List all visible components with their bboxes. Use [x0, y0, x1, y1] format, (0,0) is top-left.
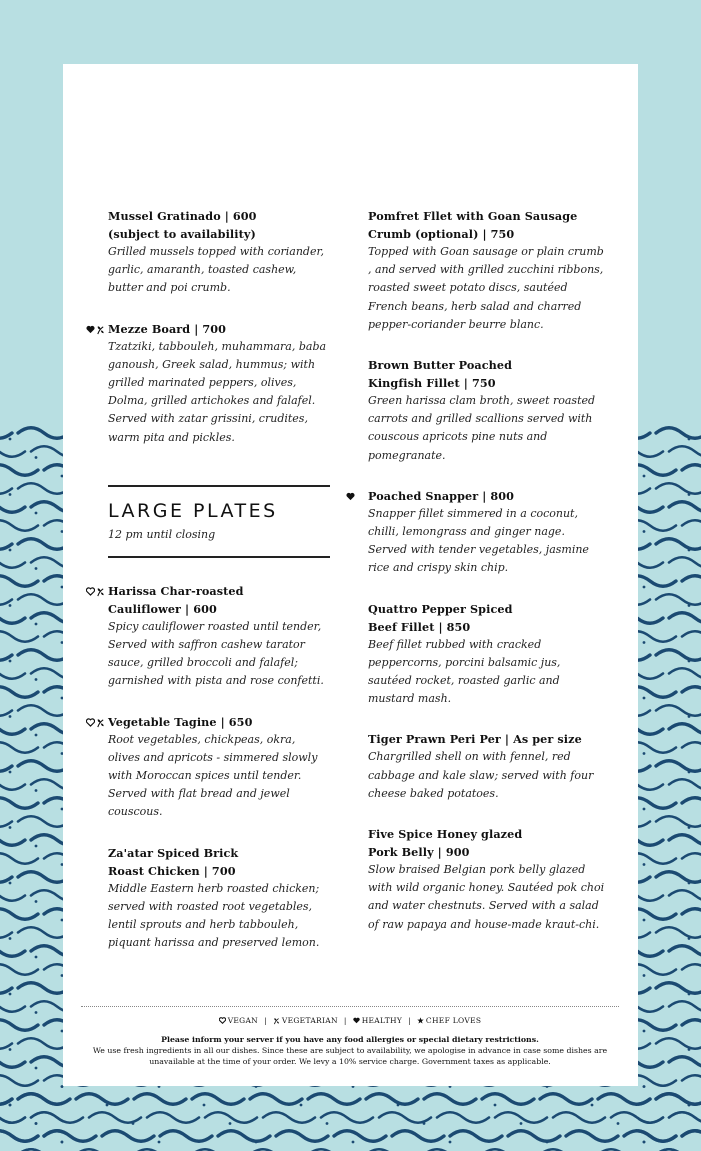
wave-line [0, 557, 63, 568]
wave-dot [132, 1122, 135, 1125]
wave-dot [203, 1104, 206, 1107]
item-title [108, 844, 330, 880]
wave-dot [9, 993, 12, 996]
wave-dot [688, 660, 691, 663]
menu-item [108, 207, 330, 298]
wave-line [0, 983, 63, 994]
menu-item [108, 844, 330, 953]
item-title [108, 713, 330, 731]
legend-vegetarian [273, 1016, 338, 1025]
wave-line [0, 946, 63, 957]
wave-line [638, 853, 701, 864]
item-description: Beef fillet rubbed with cracked peppercorns, porcini balsamic jus, sautéed rocket, roasted garlic and mustard mash. [368, 637, 561, 706]
wave-dot [397, 1104, 400, 1107]
wave-pattern-left [0, 425, 63, 1151]
wave-line [0, 890, 63, 901]
item-description: Chargrilled shell on with fennel, red cabbage and kale slaw; served with four cheese baked potatoes. [368, 750, 594, 800]
wave-line [0, 779, 63, 790]
wave-dot [643, 586, 646, 589]
wave-dot [643, 919, 646, 922]
wave-dot [423, 1122, 426, 1125]
item-title-line: Kingfish Fillet | 750 [368, 376, 496, 391]
wave-dot [158, 1086, 161, 1088]
wave-line [0, 1094, 701, 1105]
wave-line [0, 520, 63, 531]
wave-dot [688, 1048, 691, 1051]
wave-line [638, 724, 701, 735]
diet-legend [81, 1016, 619, 1025]
wave-line [638, 650, 701, 661]
wave-dot [643, 974, 646, 977]
wave-dot [9, 715, 12, 718]
item-title-line: Harissa Char-roasted [108, 583, 244, 598]
wave-dot [61, 1141, 64, 1144]
wave-line [638, 1020, 701, 1031]
item-title [368, 487, 606, 505]
menu-page [63, 64, 638, 1086]
starters-list [108, 207, 330, 447]
wave-dot [9, 660, 12, 663]
item-title [368, 207, 606, 243]
wave-line [0, 465, 63, 476]
wave-line [0, 853, 63, 864]
item-title-line: Mezze Board | 700 [108, 321, 227, 336]
wave-line [638, 779, 701, 790]
wave-line [638, 1057, 701, 1068]
wave-dot [9, 882, 12, 885]
legend-label: HEALTHY [361, 1016, 403, 1025]
wave-line [638, 909, 701, 920]
vegetarian-icon [96, 718, 105, 728]
vegetarian-icon [273, 1017, 280, 1025]
menu-item [368, 825, 606, 934]
wave-line [638, 1001, 701, 1012]
legend-separator: | [343, 1016, 347, 1025]
section-subtitle: 12 pm until closing [108, 527, 216, 541]
wave-dot [643, 697, 646, 700]
wave-dot [591, 1104, 594, 1107]
wave-line [0, 428, 63, 439]
vegetarian-icon [96, 587, 105, 597]
wave-line [0, 446, 63, 457]
wave-dot [9, 937, 12, 940]
wave-line [638, 539, 701, 550]
wave-dot [35, 845, 38, 848]
menu-item [108, 320, 330, 447]
menu-item [108, 713, 330, 822]
wave-dot [688, 438, 691, 441]
wave-dot [35, 623, 38, 626]
item-description: Tzatziki, tabbouleh, muhammara, baba ganoush, Greek salad, hummus; with grilled marinated peppers, olives, Dolma, grilled artichokes and falafel. Served with zatar grissini, crudites, warm pita and pickles. [108, 339, 327, 444]
item-title-line: Pork Belly | 900 [368, 845, 470, 860]
wave-dot [688, 715, 691, 718]
wave-line [638, 872, 701, 883]
left-column [108, 207, 330, 974]
wave-line [638, 613, 701, 624]
menu-footer [81, 1006, 619, 1067]
wave-dot [158, 1141, 161, 1144]
wave-line [0, 1075, 63, 1086]
wave-line [0, 927, 63, 938]
wave-line [638, 520, 701, 531]
item-description: Spicy cauliflower roasted until tender, Served with saffron cashew tarator sauce, grilled broccoli and falafel; garnished with pista and rose confetti. [108, 619, 324, 688]
wave-line [0, 964, 63, 975]
wave-dot [688, 882, 691, 885]
wave-line [0, 1001, 63, 1012]
item-description: Root vegetables, chickpeas, okra, olives and apricots - simmered slowly with Moroccan spices until tender. Served with flat bread and jewel couscous. [108, 732, 318, 819]
item-title-line: Quattro Pepper Spiced [368, 601, 513, 616]
wave-line [638, 835, 701, 846]
wave-line [0, 705, 63, 716]
wave-line [638, 631, 701, 642]
wave-line [0, 1112, 701, 1123]
diet-icons [346, 491, 355, 503]
allergy-note: Please inform your server if you have any food allergies or special dietary restrictions. [161, 1035, 539, 1044]
item-title [108, 207, 330, 243]
vegetarian-icon [96, 325, 105, 335]
wave-dot [255, 1141, 258, 1144]
wave-dot [643, 752, 646, 755]
item-title-line: Tiger Prawn Peri Per | As per size [368, 732, 582, 747]
wave-dot [688, 604, 691, 607]
item-description: Topped with Goan sausage or plain crumb , and served with grilled zucchini ribbons, roasted sweet potato discs, sautéed French beans, herb salad and charred pepper-coriander beurre blanc. [368, 245, 604, 331]
wave-line [0, 1131, 701, 1142]
wave-dot [688, 826, 691, 829]
wave-dot [35, 456, 38, 459]
wave-line [638, 816, 701, 827]
item-title [368, 356, 606, 392]
wave-dot [9, 826, 12, 829]
wave-pattern-bottom [0, 1086, 701, 1151]
right-column [368, 207, 606, 956]
wave-dot [229, 1122, 232, 1125]
item-title-line: Pomfret Fllet with Goan Sausage [368, 209, 578, 223]
wave-line [0, 742, 63, 753]
wave-line [0, 1020, 63, 1031]
legend-vegan [219, 1016, 258, 1025]
wave-line [638, 594, 701, 605]
large-plates-list [108, 582, 330, 953]
wave-dot [35, 567, 38, 570]
wave-line [638, 798, 701, 809]
vegan-icon [86, 718, 95, 727]
wave-dot [300, 1104, 303, 1107]
item-title [368, 825, 606, 861]
wave-dot [35, 1011, 38, 1014]
item-description: Snapper fillet simmered in a coconut, chilli, lemongrass and ginger nage. Served with tender vegetables, jasmine rice and crispy skin chip. [368, 506, 589, 575]
diet-icons [86, 324, 105, 336]
diet-icons [86, 717, 105, 729]
wave-line [638, 983, 701, 994]
wave-dot [643, 475, 646, 478]
wave-dot [9, 1048, 12, 1051]
healthy-icon [353, 1017, 360, 1024]
wave-dot [494, 1104, 497, 1107]
wave-dot [326, 1122, 329, 1125]
wave-line [638, 502, 701, 513]
service-note: We use fresh ingredients in all our dishes. Since these are subject to availability, we apologise in advance in case some dishes are unavailable at the time of your order. We levy a 10% service charge. Government taxes as applicable. [92, 1046, 608, 1066]
wave-line [638, 946, 701, 957]
wave-pattern-right [638, 425, 701, 1151]
item-title-line: Brown Butter Poached [368, 358, 513, 373]
item-title [108, 320, 330, 338]
item-title-line: Crumb (optional) | 750 [368, 227, 515, 241]
item-title-line: Beef Fillet | 850 [368, 619, 471, 634]
legend-chef-loves [417, 1016, 481, 1025]
item-description: Green harissa clam broth, sweet roasted carrots and grilled scallions served with couscous apricots pine nuts and pomegranate. [368, 394, 596, 462]
wave-dot [106, 1104, 109, 1107]
wave-dot [9, 549, 12, 552]
wave-dot [520, 1122, 523, 1125]
wave-dot [9, 771, 12, 774]
vegan-icon [219, 1017, 226, 1024]
wave-line [0, 613, 63, 624]
wave-dot [643, 863, 646, 866]
legend-separator: | [264, 1016, 267, 1025]
wave-dot [643, 1141, 646, 1144]
wave-dot [35, 1067, 38, 1070]
wave-line [638, 742, 701, 753]
item-title-line: Vegetable Tagine | 650 [108, 714, 253, 729]
item-title [108, 582, 330, 618]
wave-line [638, 927, 701, 938]
wave-dot [35, 734, 38, 737]
wave-dot [643, 1030, 646, 1033]
wave-dot [35, 956, 38, 959]
star-icon [417, 1017, 424, 1024]
wave-dot [61, 1086, 64, 1088]
wave-line [638, 428, 701, 439]
item-title-line: Cauliflower | 600 [108, 601, 217, 616]
wave-line [638, 465, 701, 476]
legend-label: VEGAN [227, 1016, 259, 1025]
wave-dot [352, 1141, 355, 1144]
wave-dot [35, 678, 38, 681]
wave-line [0, 1038, 63, 1049]
wave-dot [643, 641, 646, 644]
wave-line [0, 1057, 63, 1068]
wave-dot [643, 808, 646, 811]
wave-dot [449, 1141, 452, 1144]
wave-line [0, 798, 63, 809]
wave-dot [449, 1086, 452, 1088]
item-title-line: Roast Chicken | 700 [108, 863, 236, 878]
vegan-icon [86, 587, 95, 596]
item-title [368, 730, 606, 748]
diet-icons [86, 586, 105, 598]
wave-dot [9, 604, 12, 607]
menu-item [368, 487, 606, 578]
wave-line [0, 650, 63, 661]
item-description: Middle Eastern herb roasted chicken; served with roasted root vegetables, lentil sprouts and herb tabbouleh, piquant harissa and preserved lemon. [108, 881, 320, 950]
menu-item [108, 582, 330, 691]
wave-dot [9, 1104, 12, 1107]
wave-line [638, 687, 701, 698]
wave-dot [35, 1122, 38, 1125]
item-description: Slow braised Belgian pork belly glazed with wild organic honey. Sautéed pok choi and water chestnuts. Served with a salad of raw papaya and house-made kraut-chi. [368, 863, 605, 931]
wave-dot [643, 530, 646, 533]
wave-line [0, 909, 63, 920]
legend-healthy [353, 1016, 402, 1025]
menu-item [368, 730, 606, 803]
item-title-line: Za'atar Spiced Brick [108, 845, 239, 860]
wave-line [638, 890, 701, 901]
wave-dot [9, 493, 12, 496]
wave-line [638, 576, 701, 587]
wave-dot [688, 771, 691, 774]
wave-dot [35, 512, 38, 515]
wave-dot [688, 937, 691, 940]
item-title [368, 600, 606, 636]
item-description: Grilled mussels topped with coriander, garlic, amaranth, toasted cashew, butter and poi crumb. [108, 245, 325, 295]
wave-line [0, 594, 63, 605]
menu-item [368, 207, 606, 334]
wave-line [638, 761, 701, 772]
legend-separator: | [408, 1016, 411, 1025]
wave-line [638, 668, 701, 679]
section-header [108, 485, 330, 558]
item-title-line: (subject to availability) [108, 227, 256, 241]
wave-line [638, 1075, 701, 1086]
wave-line [0, 576, 63, 587]
wave-line [0, 631, 63, 642]
wave-dot [35, 900, 38, 903]
menu-item [368, 356, 606, 465]
menu-item [368, 600, 606, 709]
wave-dot [688, 549, 691, 552]
wave-dot [546, 1141, 549, 1144]
wave-dot [35, 789, 38, 792]
wave-line [0, 835, 63, 846]
item-title-line: Mussel Gratinado | 600 [108, 209, 257, 223]
wave-line [0, 539, 63, 550]
healthy-icon [346, 492, 355, 501]
wave-dot [617, 1122, 620, 1125]
wave-line [638, 446, 701, 457]
wave-dot [643, 1086, 646, 1088]
wave-line [0, 668, 63, 679]
wave-dot [688, 493, 691, 496]
wave-line [0, 724, 63, 735]
wave-line [0, 761, 63, 772]
wave-dot [688, 1104, 691, 1107]
item-title-line: Five Spice Honey glazed [368, 827, 523, 842]
wave-line [0, 816, 63, 827]
wave-line [638, 483, 701, 494]
wave-dot [688, 993, 691, 996]
wave-line [638, 705, 701, 716]
wave-line [638, 964, 701, 975]
wave-dot [9, 438, 12, 441]
wave-line [0, 687, 63, 698]
legend-label: CHEF LOVES [425, 1016, 482, 1025]
wave-line [638, 557, 701, 568]
wave-line [0, 872, 63, 883]
wave-line [638, 1038, 701, 1049]
wave-line [0, 502, 63, 513]
healthy-icon [86, 325, 95, 334]
item-title-line: Poached Snapper | 800 [368, 488, 515, 503]
wave-dot [352, 1086, 355, 1088]
wave-dot [546, 1086, 549, 1088]
wave-line [0, 483, 63, 494]
wave-dot [255, 1086, 258, 1088]
section-title: LARGE PLATES [108, 499, 278, 522]
legend-label: VEGETARIAN [281, 1016, 338, 1025]
